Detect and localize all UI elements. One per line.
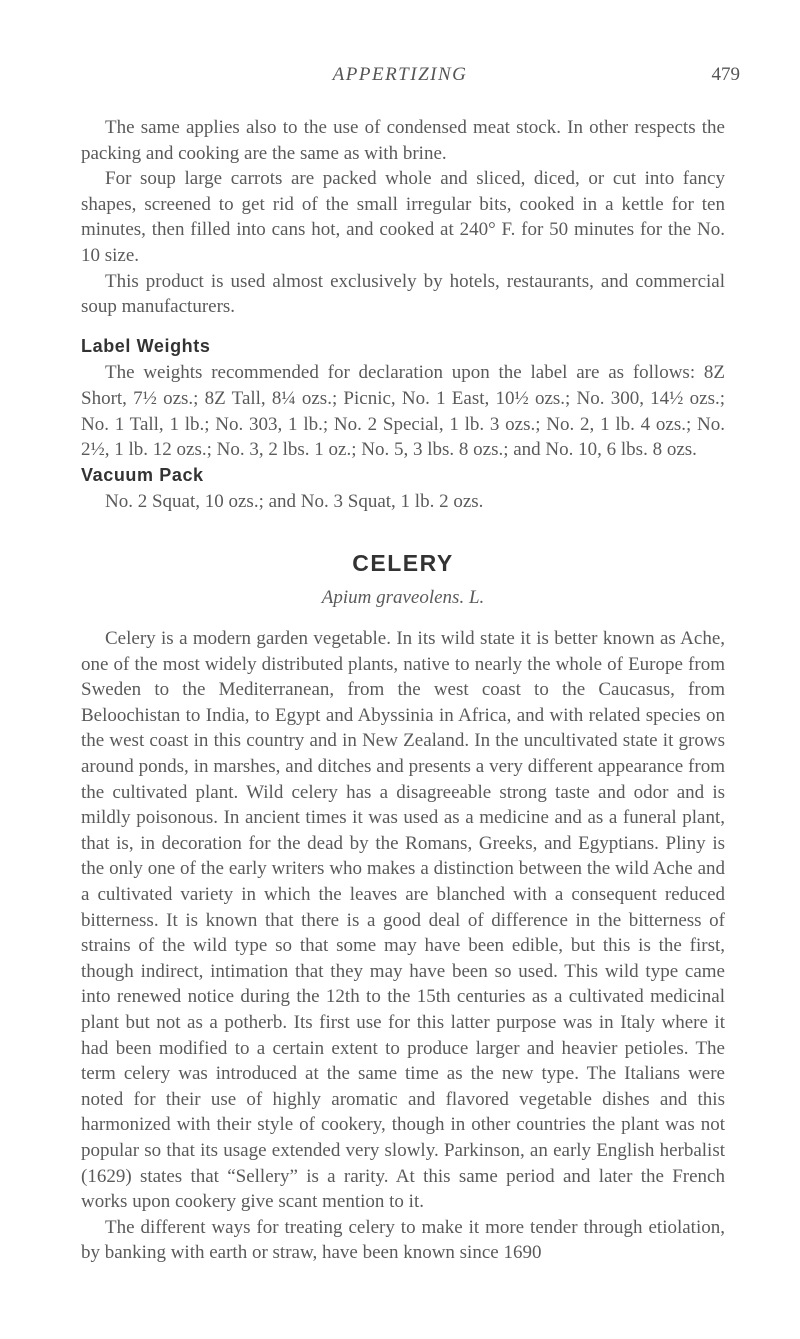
running-title: APPERTIZING: [332, 64, 468, 85]
label-weights-heading: Label Weights: [81, 335, 211, 356]
intro-paragraph-2: For soup large carrots are packed whole and sliced, diced, or cut into fancy shapes, screened to get rid of the small irregular bits, cooked in a kettle for ten minutes, then filled into cans hot, and cooked at 240° F. for 50 minutes for the No. 10 size.: [81, 168, 725, 266]
intro-paragraph-1: The same applies also to the use of condensed meat stock. In other respects the packing and cooking are the same as with brine.: [81, 117, 725, 164]
vacuum-pack-paragraph: No. 2 Squat, 10 ozs.; and No. 3 Squat, 1 lb. 2 ozs.: [105, 491, 484, 513]
page-body: [81, 115, 725, 1266]
celery-paragraph-1: Celery is a modern garden vegetable. In its wild state it is better known as Ache, one of the most widely distributed plants, native to nearly the whole of Europe from Sweden to the Mediterranean, from the west coast to the Caucasus, from Beloochistan to India, to Egypt and Abyssinia in Africa, and with related species on the west coast in this country and in New Zealand. In the uncultivated state it grows around ponds, in marshes, and ditches and presents a very different appearance from the cultivated plant. Wild celery has a disagreeable strong taste and odor and is mildly poisonous. In ancient times it was used as a medicine and as a funeral plant, that is, in decoration for the dead by the Romans, Greeks, and Egyptians. Pliny is the only one of the early writers who makes a distinction between the wild Ache and a cultivated variety in which the leaves are blanched with a consequent reduced bitterness. It is known that there is a good deal of difference in the bitterness of strains of the wild type so that some may have been edible, but this is the first, though indirect, intimation that they may have been so used. This wild type came into renewed notice during the 12th to the 15th centuries as a cultivated medicinal plant but not as a potherb. Its first use for this latter purpose was in Italy where it had been modified to a certain extent to produce larger and heavier petioles. The term celery was introduced at the same time as the new type. The Italians were noted for their use of highly aromatic and flavored vegetable dishes and this harmonized with their style of cookery, though in other countries the plant was not popular so that its usage extended very slowly. Parkinson, an early English herbalist (1629) states that “Sellery” is a rarity. At this same period and later the French works upon cookery give scant mention to it.: [81, 628, 725, 1213]
vacuum-pack-heading: Vacuum Pack: [81, 464, 204, 485]
running-head: [0, 62, 800, 92]
celery-section-title: CELERY: [352, 549, 454, 576]
celery-binomial-name: Apium graveolens. L.: [321, 586, 485, 608]
label-weights-paragraph: The weights recommended for declaration upon the label are as follows: 8Z Short, 7½ ozs.; 8Z Tall, 8¼ ozs.; Picnic, No. 1 East, 10½ ozs.; No. 300, 14½ ozs.; No. 1 Tall, 1 lb.; No. 303, 1 lb.; No. 2 Special, 1 lb. 3 ozs.; No. 2, 1 lb. 4 ozs.; No. 2½, 1 lb. 12 ozs.; No. 3, 2 lbs. 1 oz.; No. 5, 3 lbs. 8 ozs.; and No. 10, 6 lbs. 8 ozs.: [81, 362, 725, 461]
page-number: 479: [711, 64, 740, 85]
intro-paragraph-3: This product is used almost exclusively by hotels, restaurants, and commercial soup manufacturers.: [81, 270, 725, 318]
celery-paragraph-2: The different ways for treating celery to make it more tender through etiolation, by banking with earth or straw, have been known since 1690: [81, 1216, 725, 1264]
